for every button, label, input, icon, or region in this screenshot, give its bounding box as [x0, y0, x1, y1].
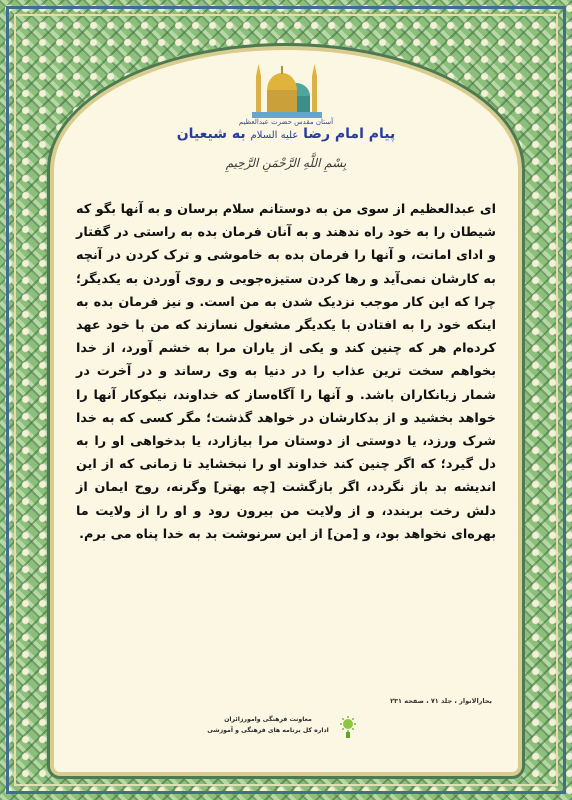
shrine-dome-icon — [252, 56, 322, 118]
title-main: پیام امام رضا — [303, 126, 396, 142]
page-title — [120, 126, 452, 142]
bismillah: بِسْمِ اللَّهِ الرَّحْمَنِ الرَّحِيمِ — [225, 156, 347, 170]
title-honorific: علیه السلام — [250, 130, 299, 141]
source-citation: بحارالانوار ، جلد ۷۱ ، صفحه ۲۳۱ — [390, 697, 492, 705]
organization-credit — [200, 714, 336, 736]
green-sun-logo-icon — [340, 716, 356, 738]
shrine-caption: آستان مقدس حضرت عبدالعظیم — [238, 118, 334, 126]
title-tail: به شیعیان — [176, 126, 246, 142]
org-line-2: اداره کل برنامه های فرهنگی و آموزشی — [207, 727, 329, 734]
message-body: ای عبدالعظیم از سوی من به دوستانم سلام برسان و به آنها بگو که شیطان را به خود راه ندهند و به آنان فرمان بده به راستی در گفتار و ادای امانت، و آنها را فرمان بده به خاموشی و ترک کردن در آنچه به کارشان نمی‌آید و رها کردن ستیزه‌جویی و روی آوردن به یکدیگر؛ چرا که این کار موجب نزدیک شدن به من است. و نیز فرمان بده به اینکه خود را به افتادن با یکدیگر مشغول نسازند که من با خود عهد کرده‌ام هر که چنین کند و یکی از یاران مرا به خشم آورد، از خدا بخواهم سخت ترین عذاب را در دنیا به وی رساند و در آخرت در شمار زیانکاران باشد. و آنها را آگاه‌ساز که خداوند، نیکوکار آنها را خواهد بخشید و از بدکارشان در خواهد گذشت؛ مگر کسی که به خدا شرک ورزد، یا دوستی از دوستان مرا بیازارد، یا بدخواهی او را به دل گیرد؛ که اگر چنین کند خداوند او را نبخشاید تا زمانی که از این اندیشه بد باز نگردد، اگر بازگشت [چه بهتر] وگرنه، روح ایمان از دلش رخت بربندد، و از ولایت من بیرون رود و او را از ولایت ما بهره‌ای نخواهد بود، و [من] از این سرنوشت بد به خدا پناه می برم. — [76, 202, 496, 542]
org-line-1: معاونت فرهنگی وامورزائران — [224, 716, 312, 723]
